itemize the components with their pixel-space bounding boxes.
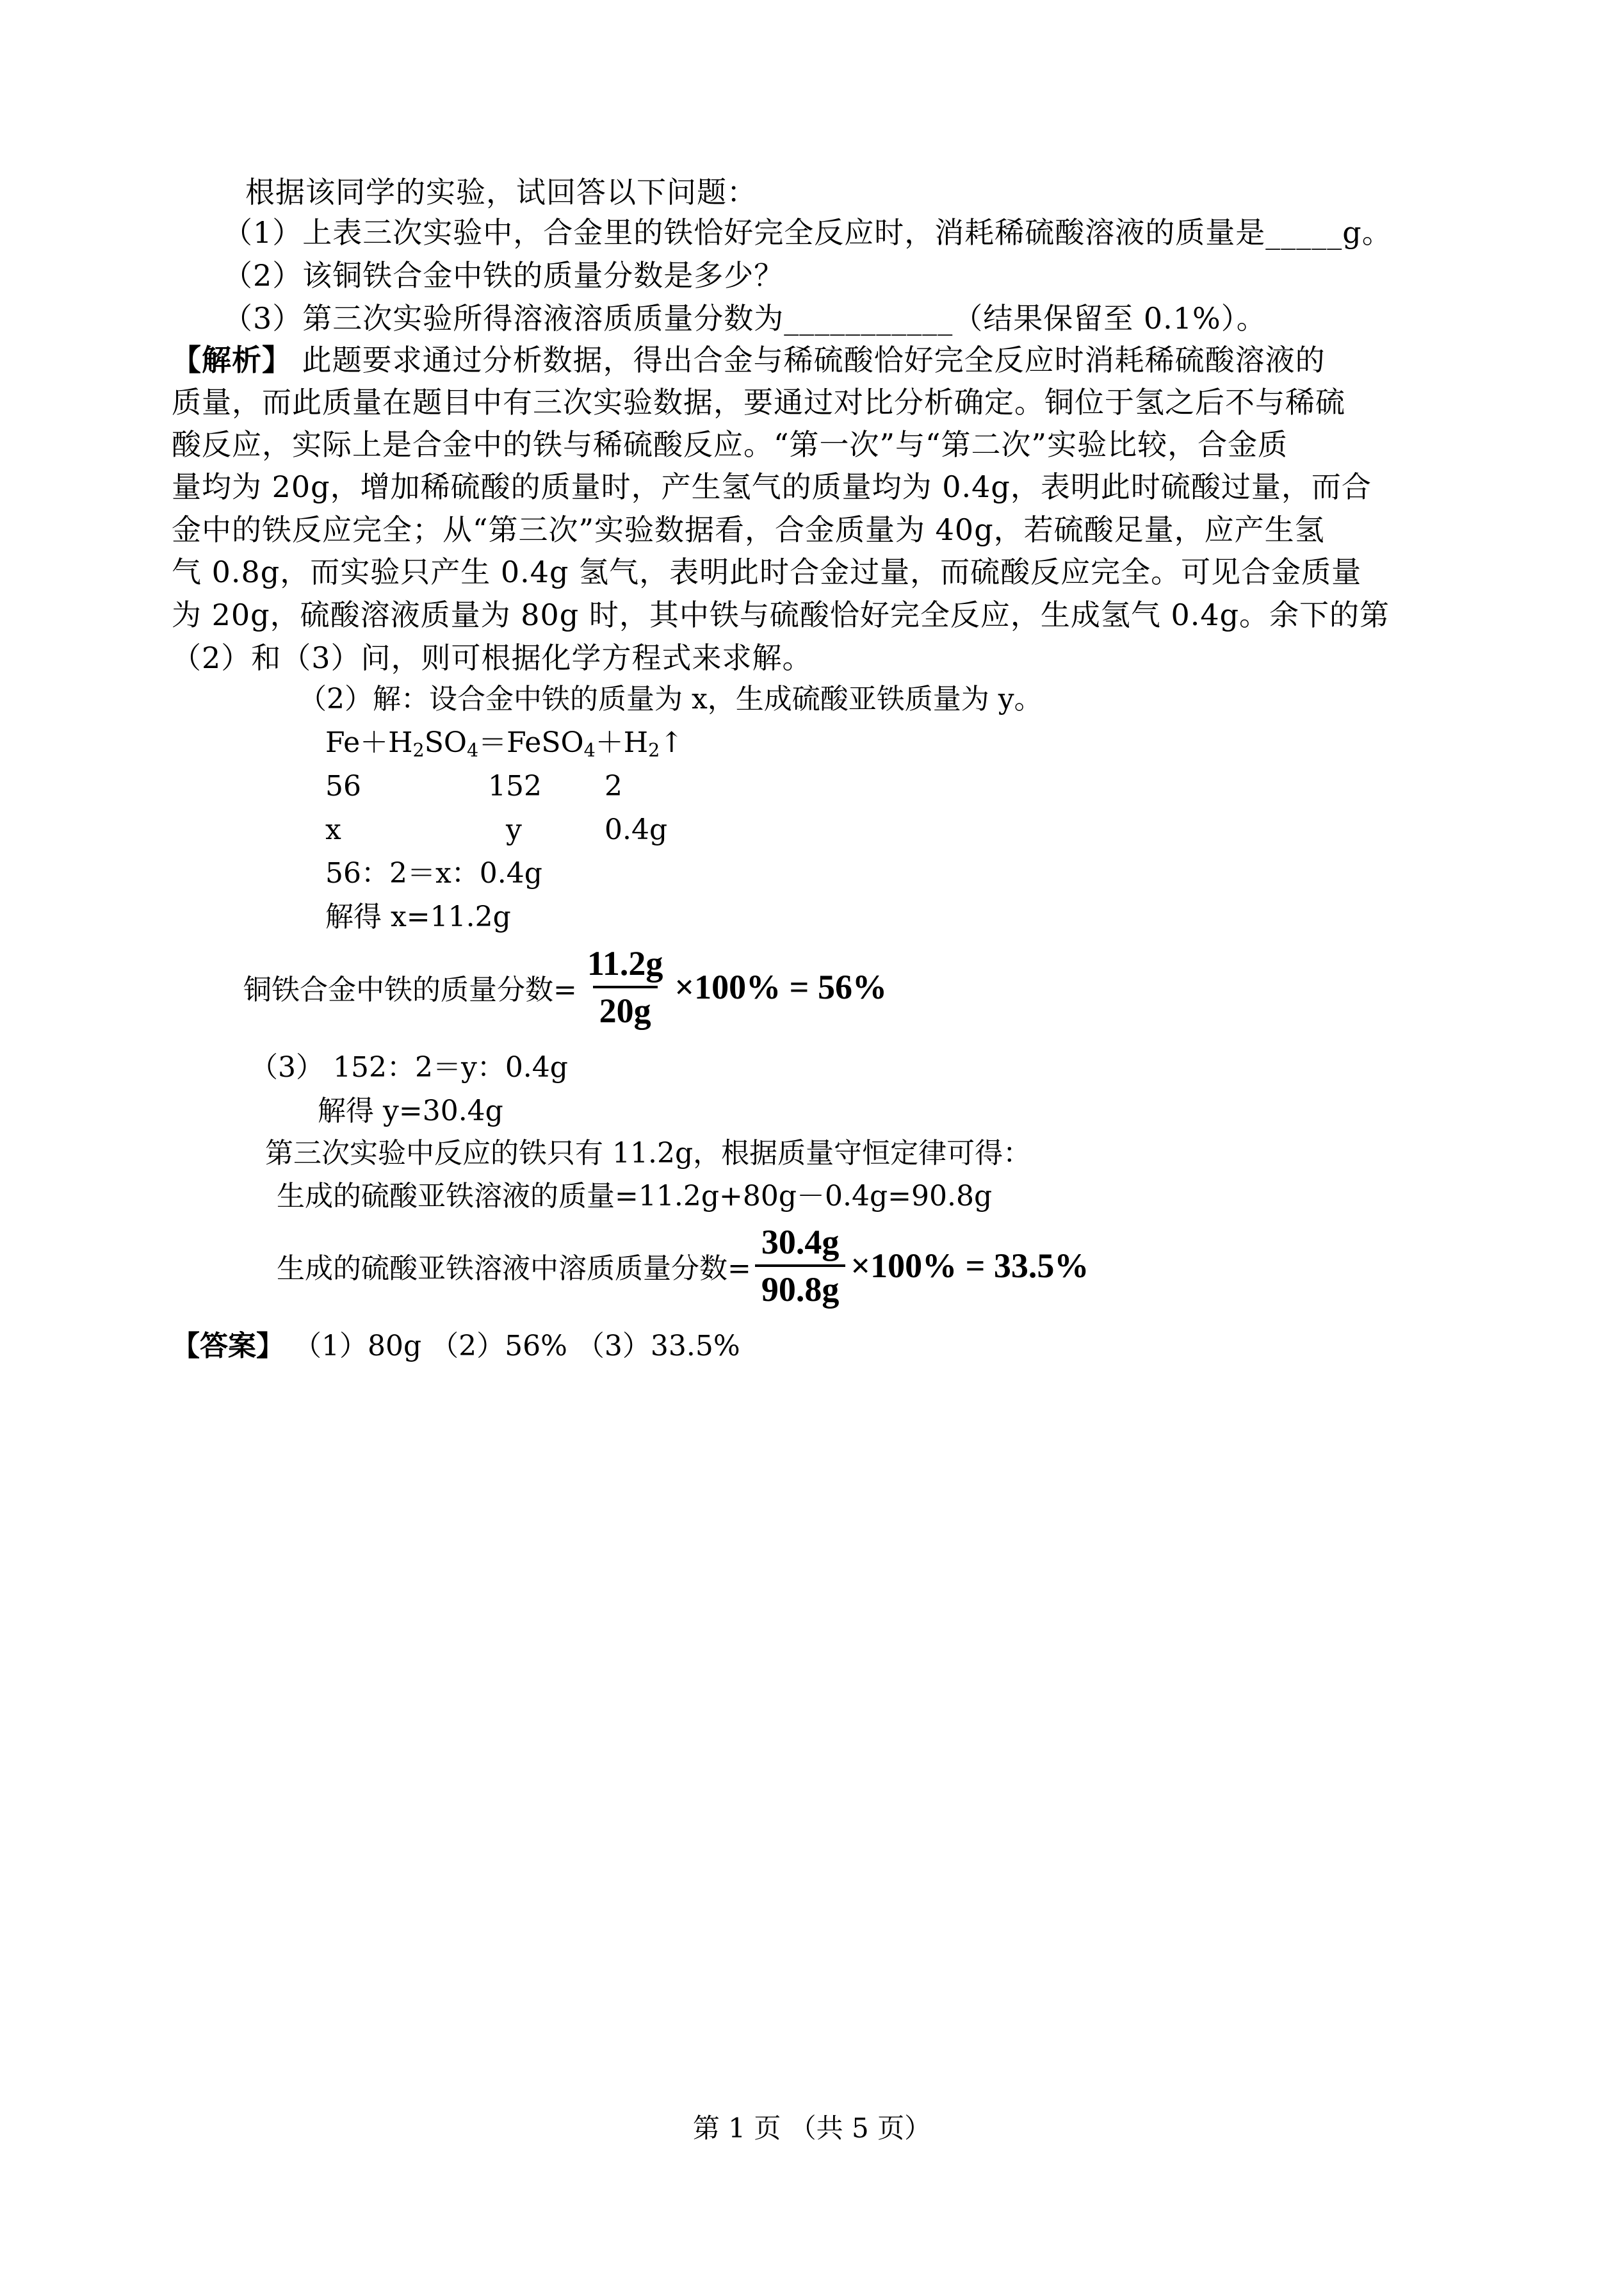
- analysis-line: 气 0.8g，而实验只产生 0.4g 氢气，表明此时合金过量，而硫酸反应完全。可见合金质量: [172, 555, 1362, 589]
- fraction-result: ×100% = 56%: [674, 968, 887, 1006]
- fraction: [755, 1223, 846, 1308]
- page-footer: 第 1 页 （共 5 页）: [692, 2112, 932, 2144]
- answer-line: [172, 1327, 740, 1366]
- question-1: （1）上表三次实验中，合金里的铁恰好完全反应时，消耗稀硫酸溶液的质量是_____g。: [223, 215, 1392, 250]
- analysis-first-line: [172, 341, 1326, 379]
- fraction-result: ×100% = 33.5%: [850, 1246, 1089, 1285]
- solution3-mass: 生成的硫酸亚铁溶液的质量=11.2g+80g－0.4g=90.8g: [277, 1180, 993, 1213]
- molar-mass: 2: [605, 770, 622, 803]
- question-3: （3）第三次实验所得溶液溶质质量分数为___________（结果保留至 0.1%）。: [223, 301, 1267, 336]
- analysis-label: 【解析】: [172, 343, 292, 377]
- fraction-equation-iron: [243, 945, 887, 1029]
- solution3-ratio: （3） 152：2＝y：0.4g: [250, 1051, 568, 1084]
- unknown-value: y: [506, 813, 522, 846]
- unknown-value: x: [325, 813, 341, 846]
- result-y: 解得 y=30.4g: [318, 1095, 503, 1127]
- fraction-denominator: 90.8g: [755, 1264, 846, 1308]
- fraction-label: 铜铁合金中铁的质量分数=: [243, 974, 577, 1006]
- molar-mass: 152: [488, 770, 542, 803]
- intro-text: 根据该同学的实验，试回答以下问题：: [245, 175, 757, 209]
- molar-mass: 56: [325, 770, 361, 803]
- answer-text: （1）80g （2）56% （3）33.5%: [293, 1330, 740, 1362]
- fraction-equation-solution: [277, 1223, 1089, 1308]
- analysis-line: 量均为 20g，增加稀硫酸的质量时，产生氢气的质量均为 0.4g，表明此时硫酸过量，而合: [172, 470, 1372, 504]
- fraction: [581, 945, 670, 1029]
- analysis-line: （2）和（3）问，则可根据化学方程式来求解。: [172, 641, 813, 675]
- fraction-label: 生成的硫酸亚铁溶液中溶质质量分数=: [277, 1252, 751, 1285]
- unknown-value: 0.4g: [605, 813, 668, 846]
- analysis-line: 酸反应，实际上是合金中的铁与稀硫酸反应。“第一次”与“第二次”实验比较，合金质: [172, 427, 1288, 462]
- solution3-text: 第三次实验中反应的铁只有 11.2g，根据质量守恒定律可得：: [265, 1137, 1032, 1170]
- fraction-denominator: 20g: [593, 986, 658, 1029]
- ratio-equation: 56：2＝x：0.4g: [325, 857, 542, 890]
- analysis-line: 为 20g，硫酸溶液质量为 80g 时，其中铁与硫酸恰好完全反应，生成氢气 0.4g。余下的第: [172, 598, 1390, 632]
- analysis-line: 质量，而此质量在题目中有三次实验数据，要通过对比分析确定。铜位于氢之后不与稀硫: [172, 385, 1345, 420]
- analysis-line: 此题要求通过分析数据，得出合金与稀硫酸恰好完全反应时消耗稀硫酸溶液的: [302, 343, 1326, 377]
- fraction-numerator: 11.2g: [587, 944, 663, 983]
- chemical-equation: $Fe+H_2SO_4=FeSO_4+H_2↑$: [325, 726, 684, 762]
- fraction-numerator: 30.4g: [761, 1223, 840, 1261]
- result-x: 解得 x=11.2g: [325, 901, 511, 933]
- solution2-intro: （2）解：设合金中铁的质量为 x，生成硫酸亚铁质量为 y。: [298, 683, 1043, 715]
- question-2: （2）该铜铁合金中铁的质量分数是多少？: [223, 258, 784, 293]
- answer-label: 【答案】: [172, 1330, 284, 1362]
- analysis-line: 金中的铁反应完全；从“第三次”实验数据看，合金质量为 40g，若硫酸足量，应产生氢: [172, 512, 1325, 547]
- up-arrow-icon: ↑: [660, 726, 684, 759]
